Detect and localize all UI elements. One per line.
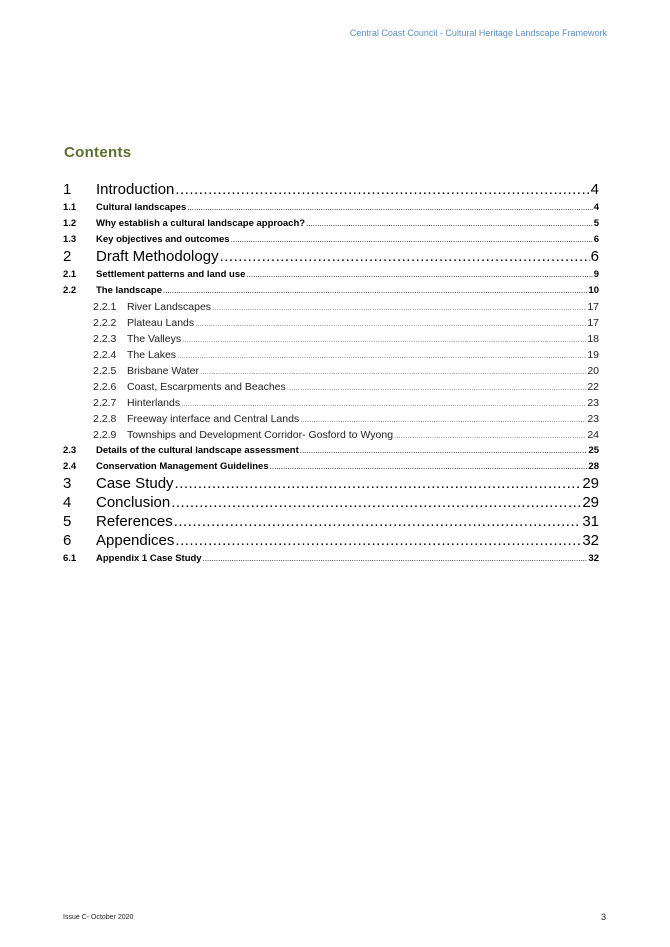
toc-entry[interactable] (63, 216, 599, 232)
footer-page-number: 3 (600, 912, 606, 922)
toc-dot-leader (175, 532, 581, 549)
toc-entry[interactable] (63, 232, 599, 248)
toc-entry-label: Conservation Management Guidelines (96, 461, 269, 472)
toc-dot-leader (195, 316, 586, 332)
toc-entry-page: 19 (587, 349, 599, 361)
toc-entry-page: 6 (590, 248, 599, 265)
toc-dot-leader (163, 283, 587, 299)
toc-entry-page: 18 (587, 333, 599, 345)
toc-dot-leader (175, 475, 582, 492)
toc-entry-number: 2.3 (63, 445, 77, 456)
toc-entry-page: 28 (588, 461, 599, 472)
toc-entry[interactable] (63, 443, 599, 459)
toc-entry-page: 4 (590, 181, 599, 198)
toc-entry-number: 2.2.9 (93, 429, 117, 441)
toc-entry-number: 1 (63, 181, 72, 198)
toc-entry-page: 17 (587, 301, 599, 313)
toc-dot-leader (177, 348, 586, 364)
toc-entry-label: Freeway interface and Central Lands (127, 413, 300, 425)
toc-entry-page: 25 (588, 445, 599, 456)
toc-entry-page: 17 (587, 317, 599, 329)
toc-entry[interactable] (63, 347, 599, 363)
contents-title: Contents (64, 144, 132, 161)
toc-entry-number: 2.2.8 (93, 413, 117, 425)
toc-entry[interactable] (63, 181, 599, 200)
toc-entry-page: 4 (593, 202, 599, 213)
toc-dot-leader (175, 181, 589, 198)
toc-dot-leader (300, 412, 586, 428)
toc-dot-leader (270, 459, 588, 475)
toc-entry-label: River Landscapes (127, 301, 212, 313)
toc-dot-leader (246, 267, 592, 283)
toc-entry-number: 2 (63, 248, 72, 265)
toc-entry[interactable] (63, 267, 599, 283)
toc-entry-number: 6.1 (63, 553, 77, 564)
footer-issue: Issue C- October 2020 (63, 914, 134, 921)
toc-entry-label: Details of the cultural landscape assessment (96, 445, 299, 456)
toc-entry[interactable] (63, 363, 599, 379)
toc-dot-leader (182, 332, 586, 348)
toc-entry[interactable] (63, 532, 599, 551)
toc-entry-label: Appendix 1 Case Study (96, 553, 202, 564)
toc-entry-page: 23 (587, 413, 599, 425)
toc-entry-label: Townships and Development Corridor- Gosford to Wyong (127, 429, 394, 441)
toc-dot-leader (231, 232, 593, 248)
toc-entry-label: Introduction (96, 181, 175, 198)
toc-entry[interactable] (63, 494, 599, 513)
toc-entry[interactable] (63, 427, 599, 443)
toc-entry-label: Draft Methodology (96, 248, 219, 265)
toc-entry-number: 2.2.1 (93, 301, 117, 313)
toc-entry-number: 5 (63, 513, 72, 530)
toc-entry-page: 32 (582, 532, 599, 549)
toc-entry-page: 22 (587, 381, 599, 393)
toc-entry-label: Why establish a cultural landscape approach? (96, 218, 306, 229)
toc-entry-label: Key objectives and outcomes (96, 234, 230, 245)
toc-entry[interactable] (63, 299, 599, 315)
toc-entry-number: 2.2 (63, 285, 77, 296)
toc-dot-leader (212, 300, 586, 316)
toc-entry[interactable] (63, 475, 599, 494)
toc-dot-leader (200, 364, 586, 380)
toc-dot-leader (171, 494, 581, 511)
toc-entry[interactable] (63, 513, 599, 532)
toc-entry-page: 20 (587, 365, 599, 377)
toc-entry-page: 29 (582, 475, 599, 492)
toc-entry-label: The landscape (96, 285, 162, 296)
toc-entry-label: Plateau Lands (127, 317, 195, 329)
toc-entry[interactable] (63, 411, 599, 427)
toc-entry-page: 9 (593, 269, 599, 280)
toc-entry[interactable] (63, 395, 599, 411)
page-header: Central Coast Council - Cultural Heritage Landscape Framework (349, 28, 607, 38)
toc-entry-page: 29 (582, 494, 599, 511)
toc-entry-number: 6 (63, 532, 72, 549)
toc-entry-number: 1.2 (63, 218, 77, 229)
toc-entry-number: 4 (63, 494, 72, 511)
toc-entry-label: Case Study (96, 475, 174, 492)
toc-entry-label: The Lakes (127, 349, 177, 361)
toc-dot-leader (306, 216, 593, 232)
toc-entry-page: 10 (588, 285, 599, 296)
toc-entry-number: 3 (63, 475, 72, 492)
toc-dot-leader (187, 200, 592, 216)
toc-entry[interactable] (63, 283, 599, 299)
toc-entry[interactable] (63, 248, 599, 267)
toc-entry[interactable] (63, 459, 599, 475)
toc-entry-number: 1.3 (63, 234, 77, 245)
toc-entry-number: 2.2.5 (93, 365, 117, 377)
toc-entry[interactable] (63, 551, 599, 567)
toc-entry-page: 23 (587, 397, 599, 409)
toc-entry-label: Brisbane Water (127, 365, 199, 377)
toc-entry-label: Settlement patterns and land use (96, 269, 246, 280)
toc-dot-leader (220, 248, 590, 265)
toc-entry-label: Hinterlands (127, 397, 181, 409)
toc-entry-number: 2.2.6 (93, 381, 117, 393)
toc-entry-label: Cultural landscapes (96, 202, 187, 213)
toc-entry-number: 2.4 (63, 461, 77, 472)
toc-entry-number: 2.2.2 (93, 317, 117, 329)
toc-dot-leader (174, 513, 582, 530)
toc-entry-number: 2.2.4 (93, 349, 117, 361)
toc-entry-number: 2.2.7 (93, 397, 117, 409)
toc-dot-leader (287, 380, 587, 396)
toc-entry-number: 1.1 (63, 202, 77, 213)
toc-entry[interactable] (63, 315, 599, 331)
toc-dot-leader (394, 428, 586, 444)
toc-entry-label: References (96, 513, 173, 530)
toc-entry[interactable] (63, 331, 599, 347)
toc-entry-number: 2.1 (63, 269, 77, 280)
toc-dot-leader (203, 551, 588, 567)
toc-entry-label: The Valleys (127, 333, 182, 345)
toc-entry-page: 5 (593, 218, 599, 229)
toc-entry-label: Conclusion (96, 494, 171, 511)
table-of-contents (63, 181, 599, 567)
toc-entry[interactable] (63, 379, 599, 395)
toc-entry-page: 31 (582, 513, 599, 530)
toc-dot-leader (181, 396, 586, 412)
toc-entry-label: Coast, Escarpments and Beaches (127, 381, 286, 393)
toc-entry-page: 6 (593, 234, 599, 245)
toc-entry[interactable] (63, 200, 599, 216)
toc-entry-label: Appendices (96, 532, 175, 549)
toc-entry-number: 2.2.3 (93, 333, 117, 345)
toc-entry-page: 32 (588, 553, 599, 564)
toc-entry-page: 24 (587, 429, 599, 441)
toc-dot-leader (300, 443, 588, 459)
